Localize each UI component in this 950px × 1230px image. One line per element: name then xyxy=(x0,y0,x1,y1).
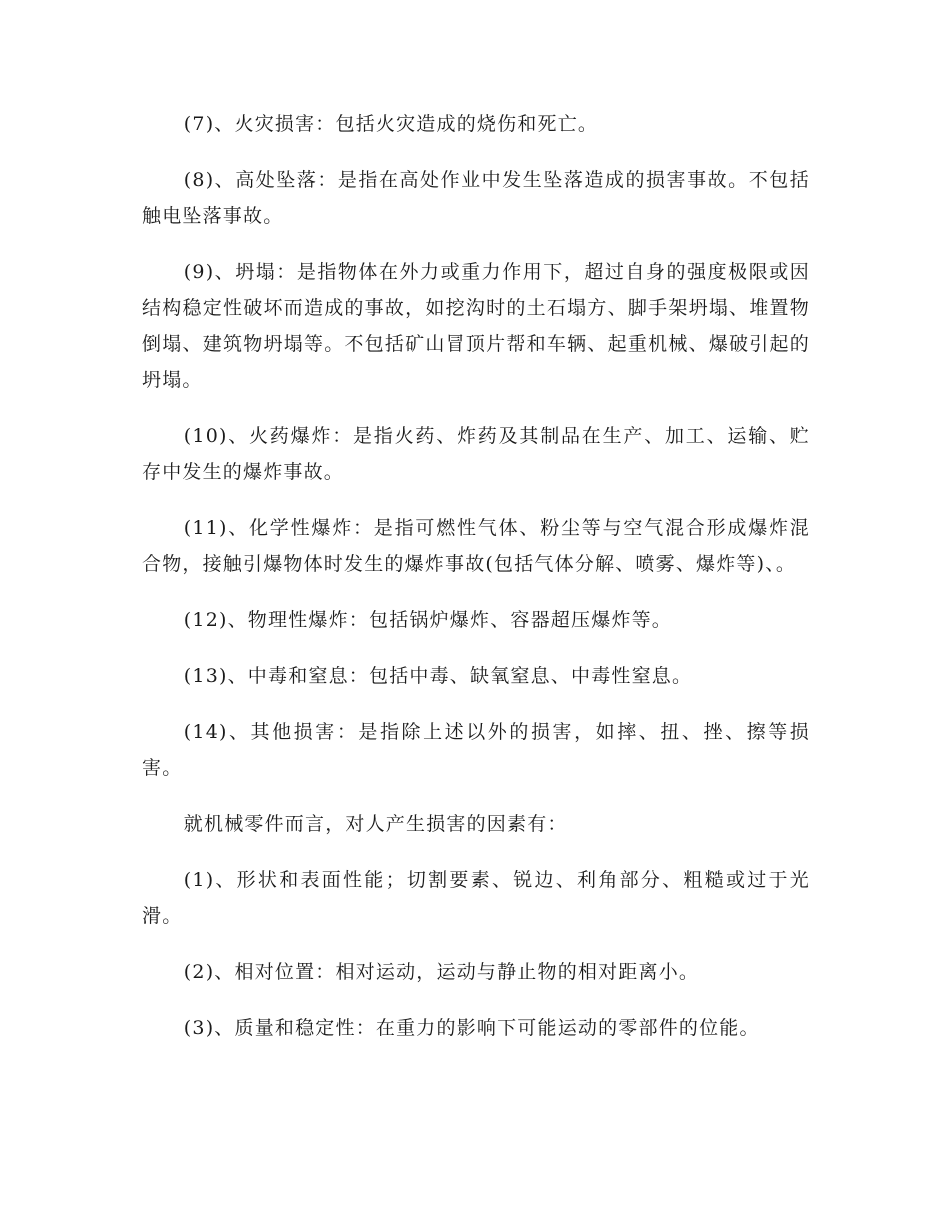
paragraph-fall-from-height: (8)、高处坠落：是指在高处作业中发生坠落造成的损害事故。不包括触电坠落事故。 xyxy=(142,169,810,227)
paragraph-chemical-explosion: (11)、化学性爆炸：是指可燃性气体、粉尘等与空气混合形成爆炸混合物，接触引爆物体时发生的爆炸事故(包括气体分解、喷雾、爆炸等)、。 xyxy=(142,517,810,575)
paragraph-poisoning-suffocation: (13)、中毒和窒息：包括中毒、缺氧窒息、中毒性窒息。 xyxy=(183,665,693,687)
paragraph-fire-injury: (7)、火灾损害：包括火灾造成的烧伤和死亡。 xyxy=(183,113,599,135)
document-body xyxy=(142,106,810,1066)
paragraph-relative-position: (2)、相对位置：相对运动，运动与静止物的相对距离小。 xyxy=(183,961,700,983)
paragraph-shape-surface: (1)、形状和表面性能；切割要素、锐边、利角部分、粗糙或过于光滑。 xyxy=(142,869,810,927)
paragraph-explosive-blast: (10)、火药爆炸：是指火药、炸药及其制品在生产、加工、运输、贮存中发生的爆炸事故。 xyxy=(142,425,810,483)
paragraph-machine-parts-intro: 就机械零件而言，对人产生损害的因素有： xyxy=(183,813,568,835)
paragraph-mass-stability: (3)、质量和稳定性：在重力的影响下可能运动的零部件的位能。 xyxy=(183,1017,760,1039)
paragraph-other-injury: (14)、其他损害：是指除上述以外的损害，如摔、扭、挫、擦等损害。 xyxy=(142,721,810,779)
paragraph-physical-explosion: (12)、物理性爆炸：包括锅炉爆炸、容器超压爆炸等。 xyxy=(183,609,673,631)
paragraph-collapse: (9)、坍塌：是指物体在外力或重力作用下，超过自身的强度极限或因结构稳定性破坏而造成的事故，如挖沟时的土石塌方、脚手架坍塌、堆置物倒塌、建筑物坍塌等。不包括矿山冒顶片帮和车辆、起重机械、爆破引起的坍塌。 xyxy=(142,261,810,391)
